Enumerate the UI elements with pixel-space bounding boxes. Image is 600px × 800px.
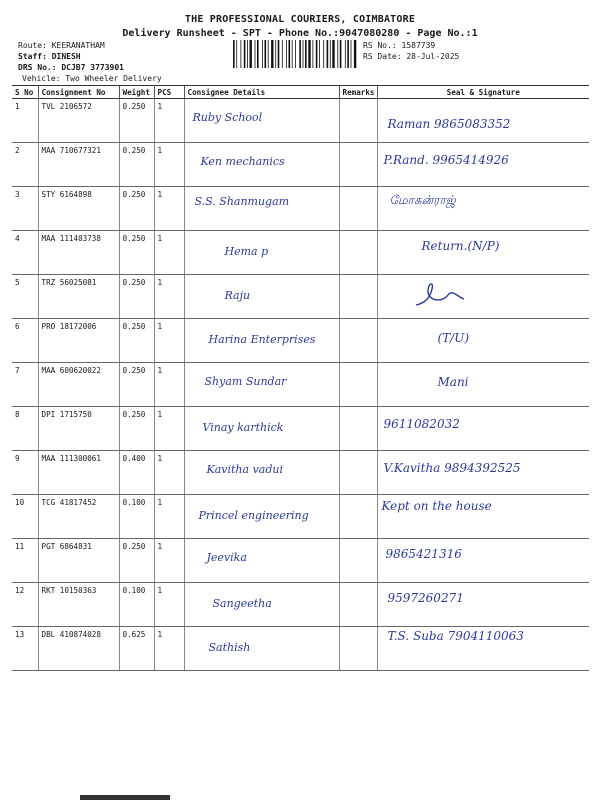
row-signature-cell [377, 539, 589, 583]
row-remarks-cell [339, 583, 377, 627]
col-signature: Seal & Signature [377, 86, 589, 99]
row-remarks-cell [339, 407, 377, 451]
row-sno-cell: 6 [12, 319, 38, 363]
row-sno-cell: 1 [12, 99, 38, 143]
row-pcs-cell: 1 [154, 583, 184, 627]
row-signature: மோகன்ராஜ் [389, 193, 456, 207]
row-consignee: Ruby School [192, 111, 263, 124]
table-row [12, 495, 589, 539]
row-consignee-cell [184, 583, 339, 627]
row-signature: Raman 9865083352 [387, 117, 511, 131]
table-row [12, 99, 589, 143]
row-sno-cell: 13 [12, 627, 38, 671]
row-consignee: Shyam Sundar [204, 375, 287, 388]
row-signature: Return.(N/P) [421, 239, 500, 253]
rs-number: RS No.: 1587739 [363, 41, 436, 50]
row-signature: V.Kavitha 9894392525 [383, 461, 521, 475]
row-pcs-cell: 1 [154, 187, 184, 231]
row-remarks-cell [339, 627, 377, 671]
row-weight-cell: 0.250 [119, 275, 154, 319]
row-remarks-cell [339, 363, 377, 407]
row-signature: T.S. Suba 7904110063 [387, 629, 524, 643]
row-weight-cell: 0.250 [119, 187, 154, 231]
row-sno-cell: 8 [12, 407, 38, 451]
scan-edge-mark [0, 795, 600, 800]
row-pcs-cell: 1 [154, 495, 184, 539]
row-pcs-cell: 1 [154, 275, 184, 319]
row-signature-cell [377, 319, 589, 363]
col-weight: Weight [119, 86, 154, 99]
vehicle-label: Vehicle: Two Wheeler Delivery [22, 74, 162, 83]
row-sno-cell: 3 [12, 187, 38, 231]
row-consignee: Vinay karthick [202, 421, 284, 434]
row-consignment-no-cell: MAA 111300061 [38, 451, 119, 495]
signature-scribble-icon [408, 277, 478, 311]
table-row [12, 627, 589, 671]
row-remarks-cell [339, 275, 377, 319]
table-row [12, 363, 589, 407]
row-signature-cell [377, 275, 589, 319]
row-consignment-no-cell: TVL 2106572 [38, 99, 119, 143]
row-sno-cell: 4 [12, 231, 38, 275]
row-sno-cell: 2 [12, 143, 38, 187]
row-remarks-cell [339, 451, 377, 495]
row-consignment-no-cell: MAA 710677321 [38, 143, 119, 187]
row-signature: 9865421316 [385, 547, 462, 561]
row-consignee-cell [184, 539, 339, 583]
row-consignee: Sangeetha [212, 597, 272, 610]
row-consignee: Jeevika [206, 551, 247, 564]
row-remarks-cell [339, 539, 377, 583]
row-weight-cell: 0.250 [119, 99, 154, 143]
row-consignment-no-cell: TRZ 56025081 [38, 275, 119, 319]
row-consignee-cell [184, 319, 339, 363]
row-weight-cell: 0.400 [119, 451, 154, 495]
row-consignee: Ken mechanics [200, 155, 285, 168]
row-signature: 9611082032 [383, 417, 460, 431]
table-row [12, 539, 589, 583]
row-signature-cell [377, 99, 589, 143]
row-consignment-no-cell: RKT 10150363 [38, 583, 119, 627]
row-weight-cell: 0.250 [119, 363, 154, 407]
row-signature: (T/U) [437, 331, 470, 345]
row-remarks-cell [339, 143, 377, 187]
row-signature-cell [377, 187, 589, 231]
table-row [12, 583, 589, 627]
row-signature-cell [377, 451, 589, 495]
row-consignee-cell [184, 407, 339, 451]
route-label: Route: KEERANATHAM [18, 41, 105, 50]
runsheet-subtitle: Delivery Runsheet - SPT - Phone No.:9047080280 - Page No.:1 [122, 28, 478, 39]
row-signature-cell [377, 143, 589, 187]
col-remarks: Remarks [339, 86, 377, 99]
row-weight-cell: 0.250 [119, 539, 154, 583]
row-sno-cell: 11 [12, 539, 38, 583]
row-pcs-cell: 1 [154, 407, 184, 451]
row-signature-cell [377, 627, 589, 671]
col-consignee: Consignee Details [184, 86, 339, 99]
row-pcs-cell: 1 [154, 363, 184, 407]
row-pcs-cell: 1 [154, 627, 184, 671]
row-weight-cell: 0.250 [119, 231, 154, 275]
row-signature-cell [377, 231, 589, 275]
row-consignment-no-cell: DPI 1715750 [38, 407, 119, 451]
row-sno-cell: 12 [12, 583, 38, 627]
runsheet-table [12, 85, 589, 671]
row-consignee: Hema p [224, 245, 269, 258]
row-consignment-no-cell: STY 6164898 [38, 187, 119, 231]
row-remarks-cell [339, 319, 377, 363]
row-consignment-no-cell: TCG 41817452 [38, 495, 119, 539]
row-sno-cell: 9 [12, 451, 38, 495]
row-consignee-cell [184, 451, 339, 495]
company-title: THE PROFESSIONAL COURIERS, COIMBATORE [184, 14, 416, 25]
row-consignment-no-cell: PRO 18172006 [38, 319, 119, 363]
row-weight-cell: 0.250 [119, 407, 154, 451]
row-weight-cell: 0.100 [119, 495, 154, 539]
table-row [12, 187, 589, 231]
row-pcs-cell: 1 [154, 451, 184, 495]
rs-date: RS Date: 28-Jul-2025 [363, 52, 460, 61]
table-row [12, 407, 589, 451]
row-pcs-cell: 1 [154, 539, 184, 583]
col-sno: S No [12, 86, 38, 99]
table-row [12, 451, 589, 495]
row-remarks-cell [339, 99, 377, 143]
drs-number: DRS No.: DCJB7 3773901 [18, 63, 124, 72]
row-pcs-cell: 1 [154, 143, 184, 187]
row-signature: 9597260271 [387, 591, 464, 605]
table-row [12, 275, 589, 319]
row-consignee-cell [184, 627, 339, 671]
row-consignment-no-cell: PGT 6864831 [38, 539, 119, 583]
row-consignee: S.S. Shanmugam [194, 195, 290, 208]
row-consignee: Kavitha vadui [206, 463, 283, 476]
table-row [12, 143, 589, 187]
col-pcs: PCS [154, 86, 184, 99]
row-consignee-cell [184, 231, 339, 275]
row-consignment-no-cell: MAA 600620022 [38, 363, 119, 407]
row-signature: Kept on the house [381, 499, 492, 513]
row-sno-cell: 5 [12, 275, 38, 319]
row-sno-cell: 10 [12, 495, 38, 539]
row-consignee-cell [184, 143, 339, 187]
row-consignee: Princel engineering [198, 509, 309, 522]
staff-label: Staff: DINESH [18, 52, 81, 61]
table-row [12, 319, 589, 363]
row-sno-cell: 7 [12, 363, 38, 407]
row-signature: Mani [437, 375, 469, 389]
row-consignment-no-cell: MAA 111403738 [38, 231, 119, 275]
row-consignee: Sathish [208, 641, 251, 654]
row-pcs-cell: 1 [154, 99, 184, 143]
row-signature-cell [377, 583, 589, 627]
row-pcs-cell: 1 [154, 231, 184, 275]
row-signature-cell [377, 495, 589, 539]
row-weight-cell: 0.625 [119, 627, 154, 671]
row-signature-cell [377, 363, 589, 407]
barcode-icon [232, 40, 360, 68]
row-remarks-cell [339, 231, 377, 275]
row-consignee-cell [184, 495, 339, 539]
row-weight-cell: 0.100 [119, 583, 154, 627]
row-pcs-cell: 1 [154, 319, 184, 363]
row-consignee-cell [184, 99, 339, 143]
row-remarks-cell [339, 495, 377, 539]
row-consignee: Raju [224, 289, 251, 302]
row-consignment-no-cell: DBL 410874028 [38, 627, 119, 671]
row-consignee-cell [184, 187, 339, 231]
row-weight-cell: 0.250 [119, 319, 154, 363]
row-consignee: Harina Enterprises [208, 333, 316, 346]
row-consignee-cell [184, 363, 339, 407]
row-signature: P.Rand. 9965414926 [383, 153, 509, 167]
row-weight-cell: 0.250 [119, 143, 154, 187]
row-signature-cell [377, 407, 589, 451]
row-consignee-cell [184, 275, 339, 319]
table-header-row [12, 86, 589, 99]
table-row [12, 231, 589, 275]
row-remarks-cell [339, 187, 377, 231]
col-consignment: Consignment No [38, 86, 119, 99]
